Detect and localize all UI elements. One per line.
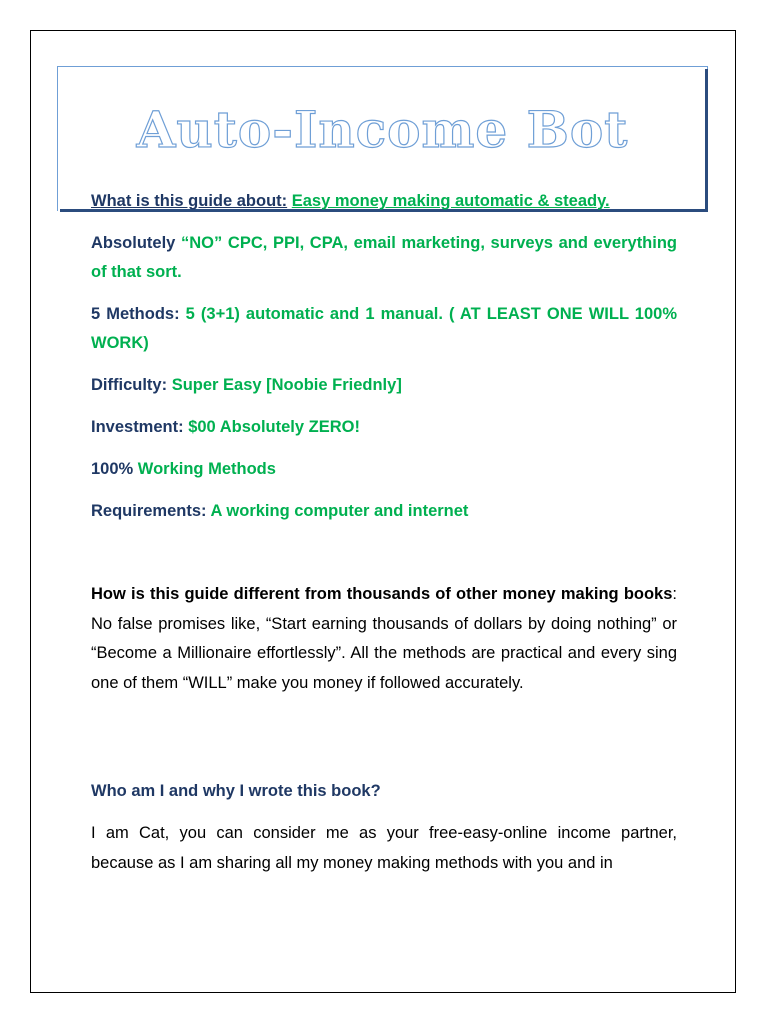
difficulty-line xyxy=(91,371,677,400)
page-title: Auto-Income Bot xyxy=(136,100,629,159)
about-line xyxy=(91,187,677,216)
investment-value: $00 Absolutely ZERO! xyxy=(188,418,360,436)
working-label: 100% xyxy=(91,460,134,478)
who-paragraph: I am Cat, you can consider me as your free-easy-online income partner, because as I am sharing all my money making methods with you and in xyxy=(91,824,677,872)
methods-line xyxy=(91,300,677,358)
working-line xyxy=(91,455,677,484)
requirements-value: A working computer and internet xyxy=(210,502,469,520)
about-value: Easy money making automatic & steady. xyxy=(291,192,610,210)
different-body: : No false promises like, “Start earning thousands of dollars by doing nothing” or “Become a Millionaire effortlessly”. All the methods are practical and every sing one of them “WILL” make you money if followed accurately. xyxy=(91,585,677,692)
absolutely-label: Absolutely xyxy=(91,234,176,252)
requirements-line xyxy=(91,497,677,526)
methods-value: 5 (3+1) automatic and 1 manual. ( AT LEAST ONE WILL 100% WORK) xyxy=(91,305,678,352)
about-label: What is this guide about: xyxy=(91,192,288,210)
difficulty-label: Difficulty: xyxy=(91,376,168,394)
methods-label: 5 Methods: xyxy=(91,305,180,323)
absolutely-value: “NO” CPC, PPI, CPA, email marketing, surveys and everything of that sort. xyxy=(91,234,678,281)
investment-line xyxy=(91,413,677,442)
absolutely-line xyxy=(91,229,677,287)
difficulty-value: Super Easy [Noobie Friednly] xyxy=(171,376,402,394)
who-heading: Who am I and why I wrote this book? xyxy=(91,782,381,800)
requirements-label: Requirements: xyxy=(91,502,207,520)
different-paragraph xyxy=(91,580,677,698)
investment-label: Investment: xyxy=(91,418,184,436)
different-heading: How is this guide different from thousands of other money making books xyxy=(91,585,673,603)
working-value: Working Methods xyxy=(137,460,276,478)
